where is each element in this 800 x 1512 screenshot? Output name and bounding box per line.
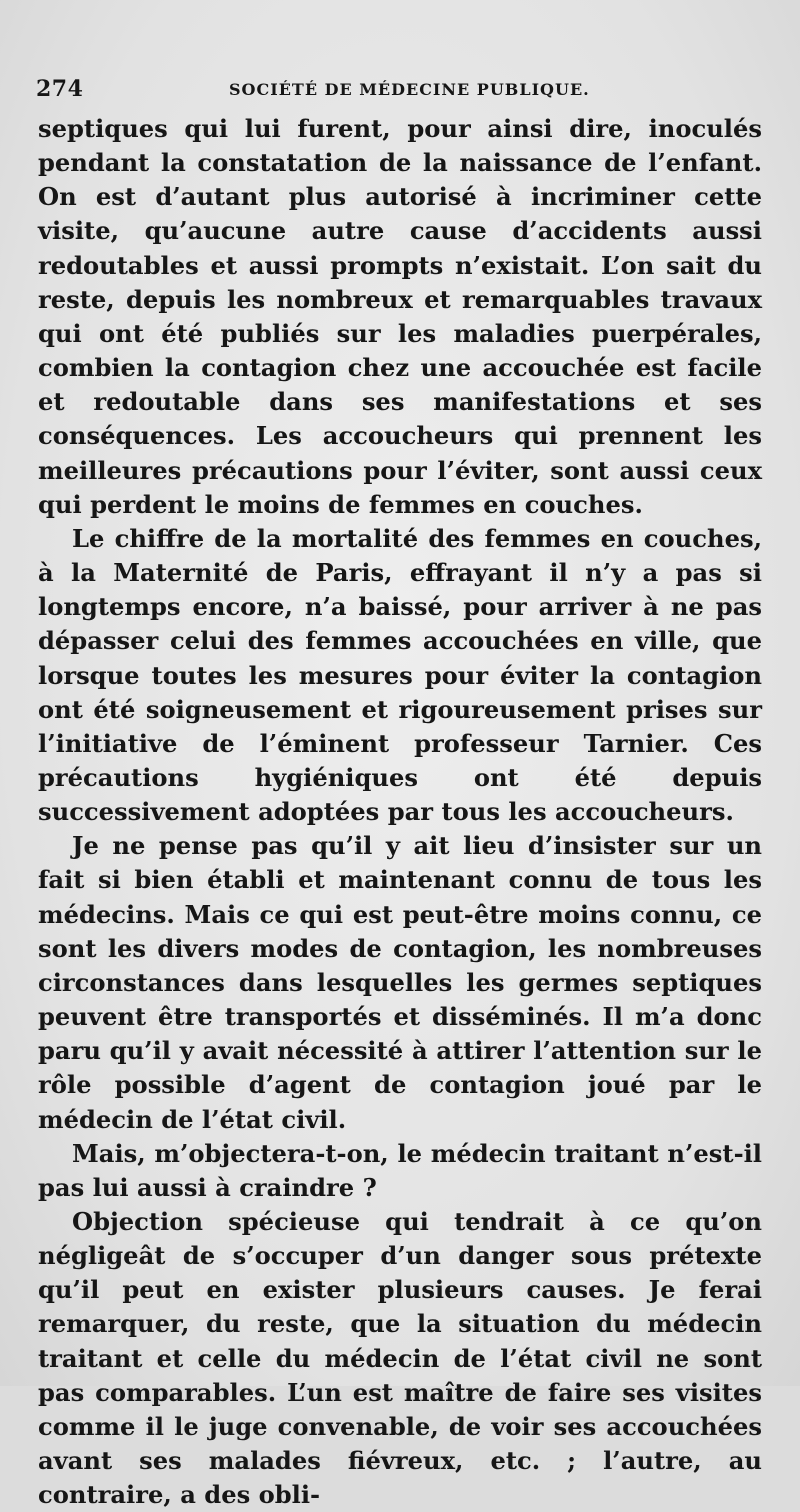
paragraph-maternite: Le chiffre de la mortalité des femmes en couches, à la Maternité de Paris, effrayant il n’y a pas si longtemps encore, n’a baissé, pour arriver à ne pas dépasser celui des femmes accouchées en ville, que lorsque toutes les mesures pour éviter la contagion ont été soigneusement et rigoureusement prises sur l’initiative de l’éminent professeur Tarnier. Ces précautions hygiéniques ont été depuis successivement adoptées par tous les accoucheurs.: [38, 523, 762, 827]
page-number: 274: [36, 76, 84, 102]
page-header: [36, 76, 766, 104]
paragraph-objection-reply: Objection spécieuse qui tendrait à ce qu’on négligeât de s’occuper d’un danger sous prétexte qu’il peut en exister plusieurs causes. Je ferai remarquer, du reste, que la situation du médecin traitant et celle du médecin de l’état civil ne sont pas comparables. L’un est maître de faire ses visites comme il le juge convenable, de voir ses accouchées avant ses malades fiévreux, etc. ; l’autre, au contraire, a des obli-: [38, 1207, 762, 1510]
body-text: [38, 112, 762, 1512]
running-title: SOCIÉTÉ DE MÉDECINE PUBLIQUE.: [229, 80, 590, 99]
paragraph-continuation: septiques qui lui furent, pour ainsi dire, inoculés pendant la constatation de la naissance de l’enfant. On est d’autant plus autorisé à incriminer cette visite, qu’aucune autre cause d’accidents aussi redoutables et aussi prompts n’existait. L’on sait du reste, depuis les nombreux et remarquables travaux qui ont été publiés sur les maladies puerpérales, combien la contagion chez une accouchée est facile et redoutable dans ses manifestations et ses conséquences. Les accoucheurs qui prennent les meilleures précautions pour l’éviter, sont aussi ceux qui perdent le moins de femmes en couches.: [38, 114, 762, 519]
paragraph-objection-question: Mais, m’objectera-t-on, le médecin traitant n’est-il pas lui aussi à craindre ?: [38, 1138, 762, 1202]
paragraph-contagion: Je ne pense pas qu’il y ait lieu d’insister sur un fait si bien établi et maintenant connu de tous les médecins. Mais ce qui est peut-être moins connu, ce sont les divers modes de contagion, les nombreuses circonstances dans lesquelles les germes septiques peuvent être transportés et disséminés. Il m’a donc paru qu’il y avait nécessité à attirer l’attention sur le rôle possible d’agent de contagion joué par le médecin de l’état civil.: [38, 831, 762, 1134]
